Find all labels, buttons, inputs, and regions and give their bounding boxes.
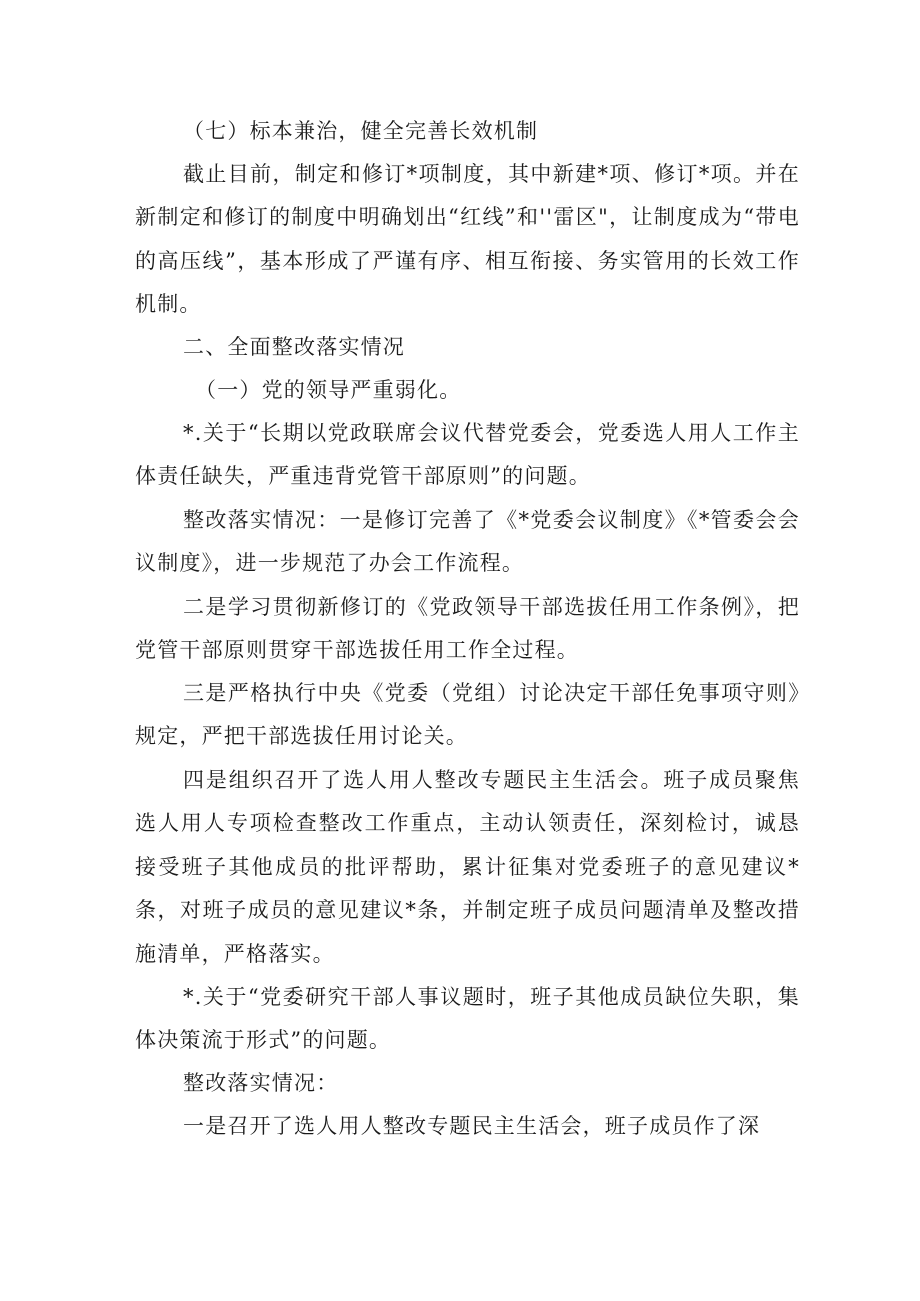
subheading-party-leadership: （一）党的领导严重弱化。 — [195, 378, 462, 402]
paragraph-rectification-label: 整改落实情况： — [183, 1071, 339, 1095]
paragraph-third-measure: 三是严格执行中央《党委（党组）讨论决定干部任免事项守则》规定，严把干部选拔任用讨论关。 — [135, 681, 800, 749]
paragraph-rectification-1: 整改落实情况：一是修订完善了《*党委会议制度》《*管委会会议制度》，进一步规范了办会工作流程。 — [135, 508, 800, 576]
section-heading-7: （七）标本兼治，健全完善长效机制 — [183, 119, 539, 143]
section-heading-rectification: 二、全面整改落实情况 — [183, 335, 405, 359]
paragraph-fourth-measure: 四是组织召开了选人用人整改专题民主生活会。班子成员聚焦选人用人专项检查整改工作重点，主动认领责任，深刻检讨，诚恳接受班子其他成员的批评帮助，累计征集对党委班子的意见建议*条，对班子成员的意见建议*条，并制定班子成员问题清单及整改措施清单，严格落实。 — [135, 768, 800, 966]
paragraph-issue-2: *.关于“党委研究干部人事议题时，班子其他成员缺位失职，集体决策流于形式”的问题。 — [135, 985, 800, 1053]
paragraph-issue-1: *.关于“长期以党政联席会议代替党委会，党委选人用人工作主体责任缺失，严重违背党管干部原则”的问题。 — [135, 421, 800, 489]
paragraph-second-measure: 二是学习贯彻新修订的《党政领导干部选拔任用工作条例》，把党管干部原则贯穿干部选拔任用工作全过程。 — [135, 595, 800, 663]
paragraph-long-term-mechanism: 截止目前，制定和修订*项制度，其中新建*项、修订*项。并在新制定和修订的制度中明确划出“红线”和''雷区"，让制度成为“带电的高压线”，基本形成了严谨有序、相互衔接、务实管用的长效工作机制。 — [135, 162, 800, 317]
paragraph-first-measure-2: 一是召开了选人用人整改专题民主生活会，班子成员作了深 — [183, 1114, 761, 1138]
